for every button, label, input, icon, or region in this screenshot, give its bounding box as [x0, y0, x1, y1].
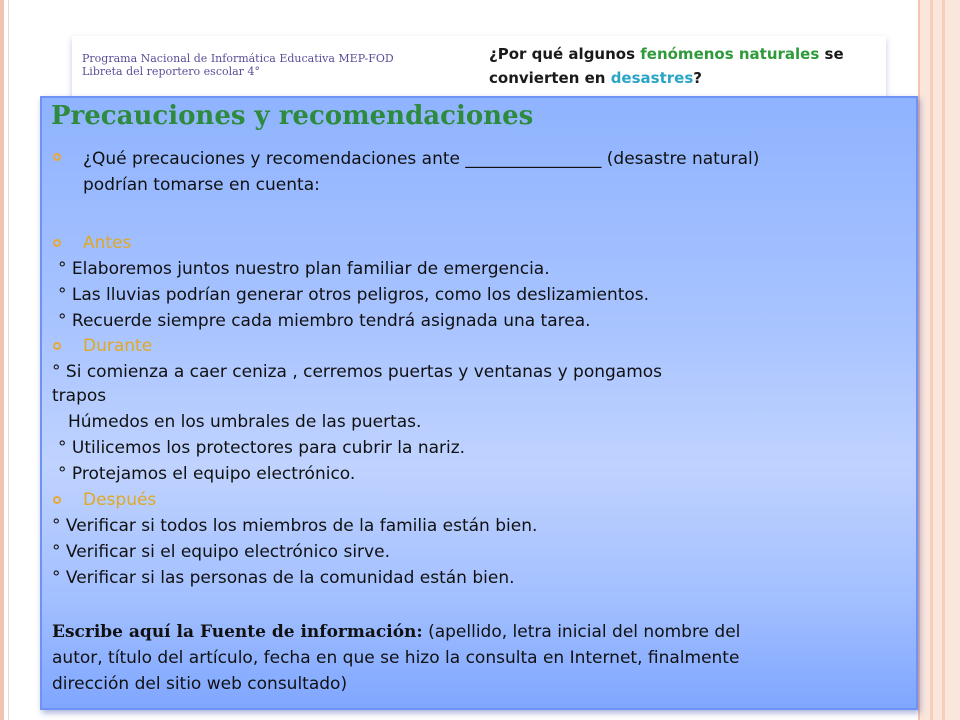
header-question [489, 42, 879, 90]
despues-item-3: ° Verificar si las personas de la comunidad están bien. [52, 568, 515, 588]
durante-item-2: Húmedos en los umbrales de las puertas. [68, 412, 422, 432]
durante-item-3: ° Utilicemos los protectores para cubrir la nariz. [58, 438, 466, 458]
durante-item-1: ° Si comienza a caer ceniza , cerremos puertas y ventanas y pongamos [52, 362, 663, 382]
durante-item-1-wrap: trapos [52, 386, 107, 406]
antes-item-1: ° Elaboremos juntos nuestro plan familiar de emergencia. [58, 259, 550, 279]
program-info [82, 52, 462, 78]
left-border-rule [0, 0, 4, 720]
intro-line-1: ¿Qué precauciones y recomendaciones ante ________________ (desastre natural) [83, 149, 760, 169]
section-heading-durante: Durante [83, 336, 153, 356]
program-line-2: Libreta del reportero escolar 4° [82, 65, 260, 78]
question-highlight-cyan: desastres [610, 69, 694, 87]
question-text-1: ¿Por qué algunos [489, 45, 641, 63]
section-heading-antes: Antes [83, 233, 132, 253]
bullet-icon [53, 153, 61, 161]
source-instructions-line-1 [52, 620, 740, 645]
program-line-1: Programa Nacional de Informática Educativa MEP-FOD [82, 52, 394, 65]
despues-item-1: ° Verificar si todos los miembros de la familia están bien. [52, 516, 538, 536]
bullet-icon [53, 342, 61, 350]
antes-item-2: ° Las lluvias podrían generar otros peligros, como los deslizamientos. [58, 285, 650, 305]
durante-item-4: ° Protejamos el equipo electrónico. [58, 464, 356, 484]
intro-line-2: podrían tomarse en cuenta: [83, 175, 320, 195]
source-hint-1: (apellido, letra inicial del nombre del [422, 622, 741, 642]
left-border-rule-thin [8, 0, 9, 720]
right-band-stripe [942, 0, 945, 720]
page-title: Precauciones y recomendaciones [51, 101, 534, 131]
question-highlight-green: fenómenos naturales [640, 45, 820, 63]
right-decorative-band [918, 0, 960, 720]
question-end: ? [693, 69, 702, 87]
antes-item-3: ° Recuerde siempre cada miembro tendrá asignada una tarea. [58, 311, 591, 331]
question-text-2: se convierten en [489, 45, 844, 87]
source-hint-2: autor, título del artículo, fecha en que se hizo la consulta en Internet, finalmente [52, 648, 740, 668]
source-label: Escribe aquí la Fuente de información: [52, 622, 423, 642]
bullet-icon [53, 496, 61, 504]
source-hint-3: dirección del sitio web consultado) [52, 674, 348, 694]
despues-item-2: ° Verificar si el equipo electrónico sirve. [52, 542, 390, 562]
section-heading-despues: Después [83, 490, 157, 510]
right-band-stripe [930, 0, 933, 720]
bullet-icon [53, 239, 61, 247]
